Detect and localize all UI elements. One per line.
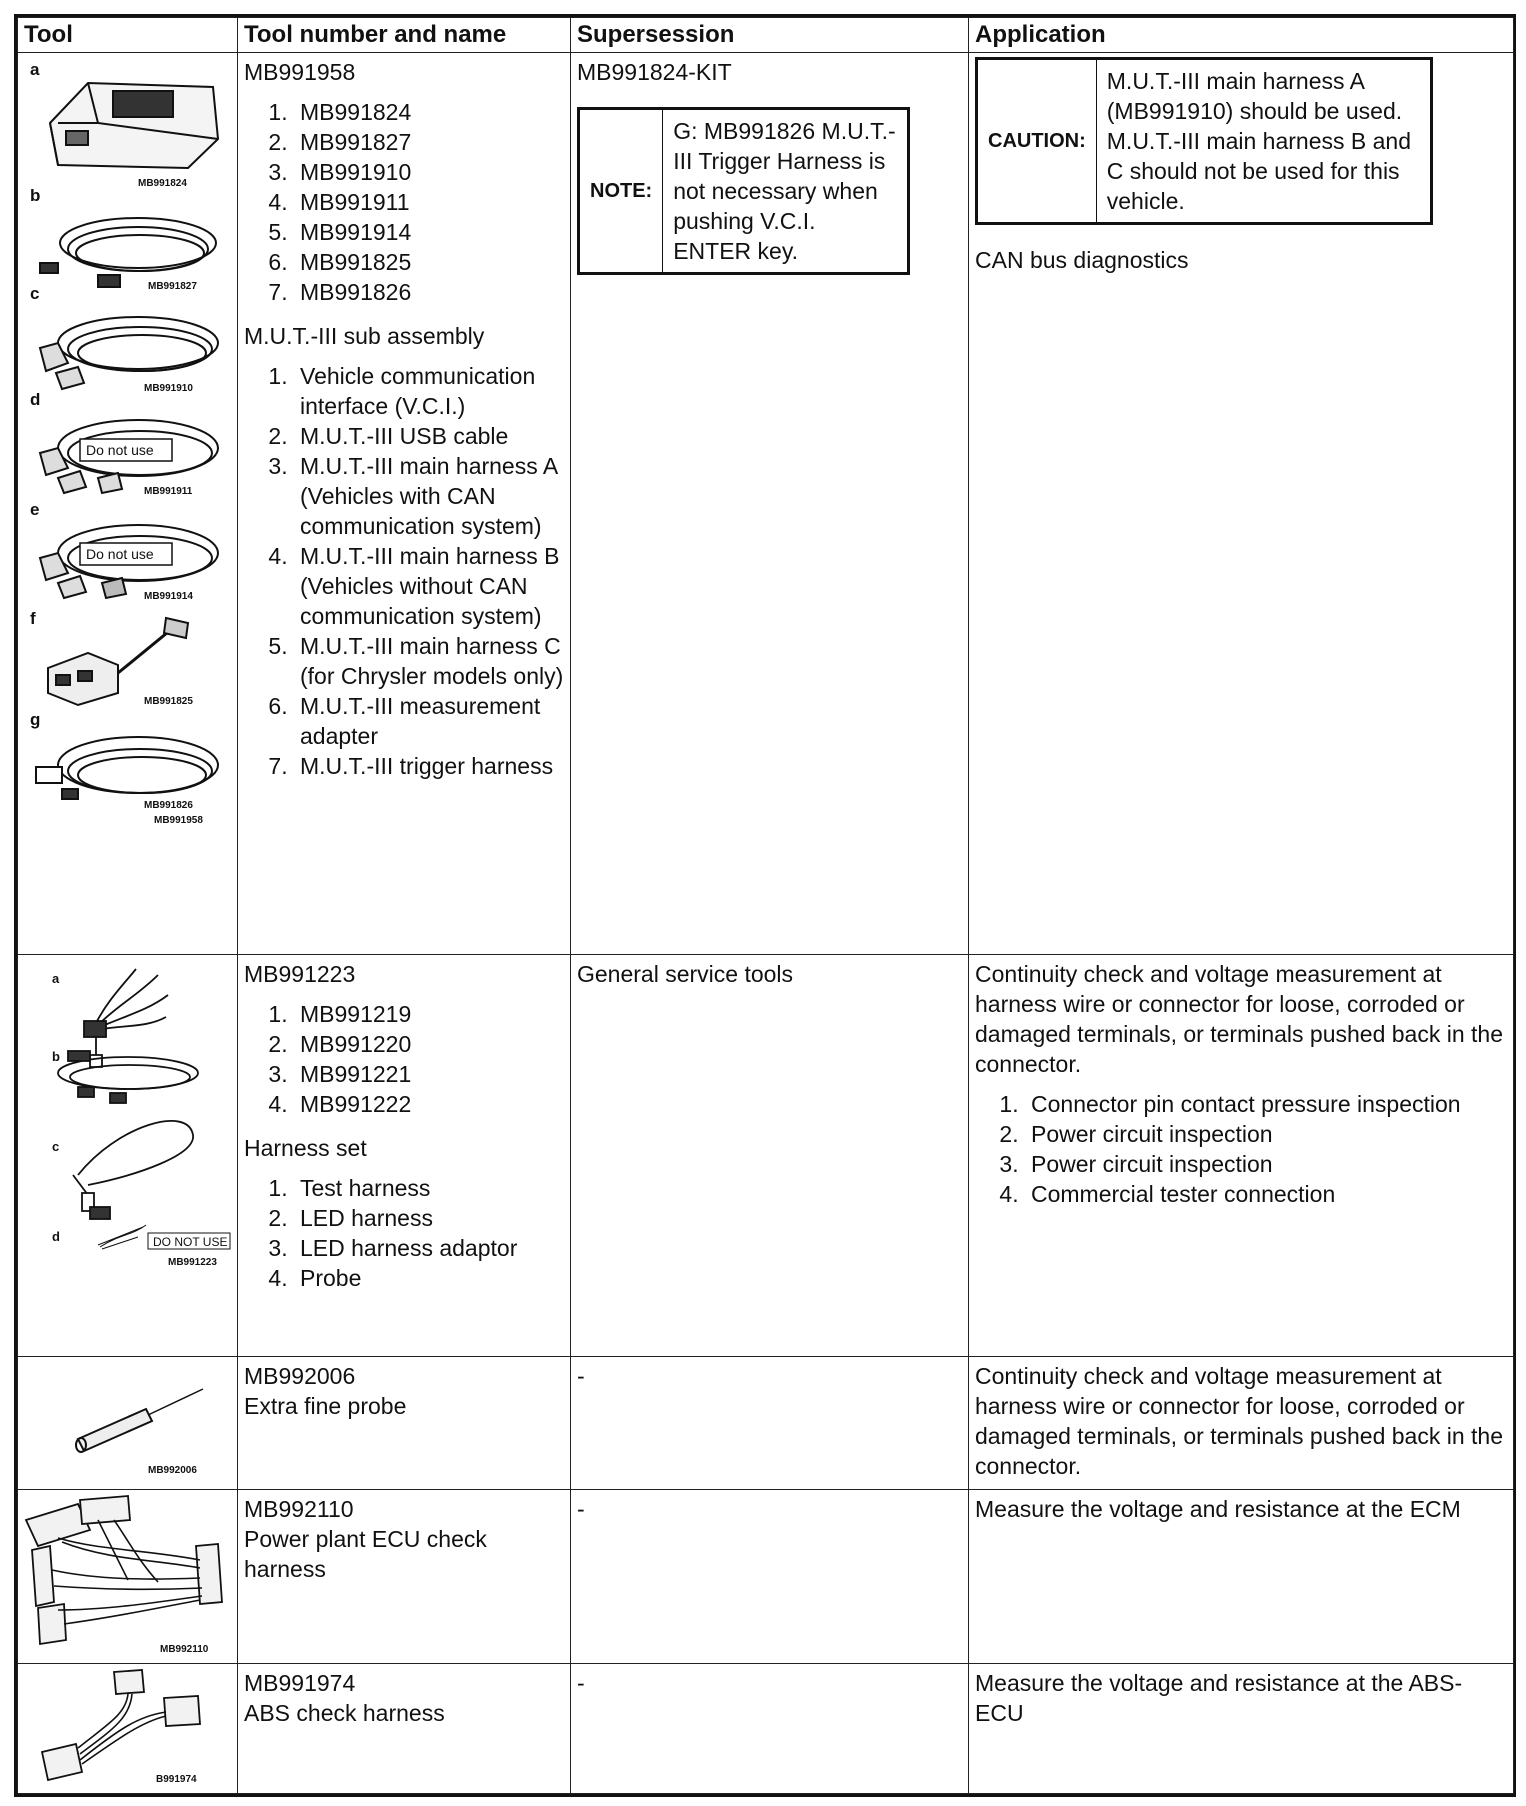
- special-tools-table: [14, 14, 1516, 1797]
- tool-image-ecu-check-harness: [18, 1490, 238, 1664]
- list-item: 7. MB991826: [294, 277, 565, 307]
- application-cell: [969, 1357, 1514, 1490]
- letter-b: b: [30, 186, 41, 205]
- letter-d: d: [52, 1229, 60, 1244]
- list-item: 3. LED harness adaptor: [294, 1233, 565, 1263]
- list-item: 6. M.U.T.-III measurement adapter: [294, 691, 565, 751]
- application-text: Measure the voltage and resistance at the ECM: [975, 1496, 1461, 1522]
- list-item: 3. MB991910: [294, 157, 565, 187]
- tool-number-cell: [238, 1664, 571, 1794]
- list-item: 4. M.U.T.-III main harness B (Vehicles without CAN communication system): [294, 541, 565, 631]
- tool-number: MB992110: [244, 1496, 354, 1522]
- application-cell: [969, 1664, 1514, 1794]
- table-row: [18, 53, 1514, 955]
- application-cell: [969, 53, 1514, 955]
- application-cell: [969, 955, 1514, 1357]
- header-supersession: Supersession: [571, 18, 969, 53]
- letter-e: e: [30, 500, 40, 519]
- note-label: NOTE:: [579, 109, 663, 274]
- table-row: [18, 955, 1514, 1357]
- tool-name: Power plant ECU check harness: [244, 1526, 487, 1582]
- supersession-value: -: [577, 1363, 585, 1389]
- caption-e: MB991914: [144, 591, 193, 602]
- probe-illustration: [18, 1357, 236, 1487]
- supersession-value: General service tools: [577, 961, 794, 987]
- harness-set-title: Harness set: [244, 1135, 367, 1161]
- table-row: [18, 1490, 1514, 1664]
- letter-a: a: [52, 971, 60, 986]
- caption-g: MB991826: [144, 800, 193, 811]
- header-tool-number: Tool number and name: [238, 18, 571, 53]
- caution-label: CAUTION:: [977, 59, 1097, 224]
- list-item: 2. MB991827: [294, 127, 565, 157]
- table-row: [18, 1664, 1514, 1794]
- application-text: Measure the voltage and resistance at the ABS-ECU: [975, 1670, 1463, 1726]
- tool-image-probe: [18, 1357, 238, 1490]
- list-item: 5. M.U.T.-III main harness C (for Chrysler models only): [294, 631, 565, 691]
- list-item: 2. M.U.T.-III USB cable: [294, 421, 565, 451]
- list-item: 3. M.U.T.-III main harness A (Vehicles with CAN communication system): [294, 451, 565, 541]
- list-item: 3. Power circuit inspection: [1025, 1149, 1508, 1179]
- note-box: [577, 107, 910, 275]
- tool-number: MB991223: [244, 961, 356, 987]
- application-text: Continuity check and voltage measurement at harness wire or connector for loose, corroded or damaged terminals, or terminals pushed back in the connector.: [975, 1363, 1504, 1479]
- application-cell: [969, 1490, 1514, 1664]
- letter-b: b: [52, 1049, 60, 1064]
- caption-b: MB991827: [148, 281, 197, 292]
- letter-f: f: [30, 609, 36, 628]
- list-item: 1. Test harness: [294, 1173, 565, 1203]
- tool-number: MB991974: [244, 1670, 356, 1696]
- tool-number: MB992006: [244, 1363, 356, 1389]
- tool-image-harness-set: [18, 955, 238, 1357]
- header-row: [18, 18, 1514, 53]
- do-not-use-label-e: Do not use: [86, 546, 154, 562]
- supersession-cell: [571, 1664, 969, 1794]
- caption-d: MB991911: [144, 486, 193, 497]
- abs-check-harness-illustration: [18, 1664, 236, 1790]
- letter-d: d: [30, 390, 41, 409]
- caption: MB992006: [148, 1465, 197, 1476]
- header-tool: Tool: [18, 18, 238, 53]
- caution-box: [975, 57, 1433, 225]
- caption-kit: MB991958: [154, 815, 203, 826]
- sub-assembly-list: [244, 361, 565, 781]
- harness-set-list: [244, 1173, 565, 1293]
- supersession-value: MB991824-KIT: [577, 59, 732, 85]
- caption: B991974: [156, 1774, 197, 1785]
- list-item: 2. LED harness: [294, 1203, 565, 1233]
- list-item: 2. MB991220: [294, 1029, 565, 1059]
- tool-number-cell: [238, 53, 571, 955]
- supersession-value: -: [577, 1670, 585, 1696]
- list-item: 1. Connector pin contact pressure inspection: [1025, 1089, 1508, 1119]
- caption-c: MB991910: [144, 383, 193, 394]
- tool-image-abs-check-harness: [18, 1664, 238, 1794]
- tool-name: ABS check harness: [244, 1700, 445, 1726]
- list-item: 4. MB991911: [294, 187, 565, 217]
- list-item: 2. Power circuit inspection: [1025, 1119, 1508, 1149]
- list-item: 4. Probe: [294, 1263, 565, 1293]
- tool-name: Extra fine probe: [244, 1393, 407, 1419]
- do-not-use-label-d: Do not use: [86, 442, 154, 458]
- list-item: 1. MB991219: [294, 999, 565, 1029]
- supersession-cell: [571, 53, 969, 955]
- list-item: 3. MB991221: [294, 1059, 565, 1089]
- kit-contents-list: [244, 97, 565, 307]
- table-row: [18, 1357, 1514, 1490]
- list-item: 5. MB991914: [294, 217, 565, 247]
- ecu-check-harness-illustration: [18, 1490, 236, 1662]
- letter-c: c: [30, 284, 40, 303]
- caution-text: M.U.T.-III main harness A (MB991910) should be used. M.U.T.-III main harness B and C should not be used for this vehicle.: [1106, 68, 1411, 214]
- caption: MB992110: [160, 1644, 209, 1655]
- tool-number: MB991958: [244, 59, 356, 85]
- caption: MB991223: [168, 1257, 217, 1268]
- tool-number-cell: [238, 1490, 571, 1664]
- list-item: 4. MB991222: [294, 1089, 565, 1119]
- list-item: 7. M.U.T.-III trigger harness: [294, 751, 565, 781]
- note-text: G: MB991826 M.U.T.-III Trigger Harness is not necessary when pushing V.C.I. ENTER key.: [673, 118, 896, 264]
- header-application: Application: [969, 18, 1514, 53]
- caption-a: MB991824: [138, 178, 187, 189]
- kit-contents-list: [244, 999, 565, 1119]
- supersession-cell: [571, 1490, 969, 1664]
- tool-number-cell: [238, 1357, 571, 1490]
- list-item: 1. Vehicle communication interface (V.C.I.): [294, 361, 565, 421]
- supersession-cell: [571, 1357, 969, 1490]
- supersession-cell: [571, 955, 969, 1357]
- list-item: 4. Commercial tester connection: [1025, 1179, 1508, 1209]
- mut3-kit-illustration: [18, 53, 236, 953]
- application-text: Continuity check and voltage measurement at harness wire or connector for loose, corroded or damaged terminals, or terminals pushed back in the connector.: [975, 961, 1504, 1077]
- caption-f: MB991825: [144, 696, 193, 707]
- letter-g: g: [30, 710, 41, 729]
- supersession-value: -: [577, 1496, 585, 1522]
- letter-c: c: [52, 1139, 60, 1154]
- harness-set-illustration: [18, 955, 236, 1355]
- application-list: [975, 1089, 1508, 1209]
- list-item: 6. MB991825: [294, 247, 565, 277]
- list-item: 1. MB991824: [294, 97, 565, 127]
- do-not-use-label: DO NOT USE: [153, 1235, 228, 1249]
- application-text: CAN bus diagnostics: [975, 247, 1189, 273]
- tool-image-mut3-kit: [18, 53, 238, 955]
- tool-number-cell: [238, 955, 571, 1357]
- sub-assembly-title: M.U.T.-III sub assembly: [244, 323, 485, 349]
- letter-a: a: [30, 60, 40, 79]
